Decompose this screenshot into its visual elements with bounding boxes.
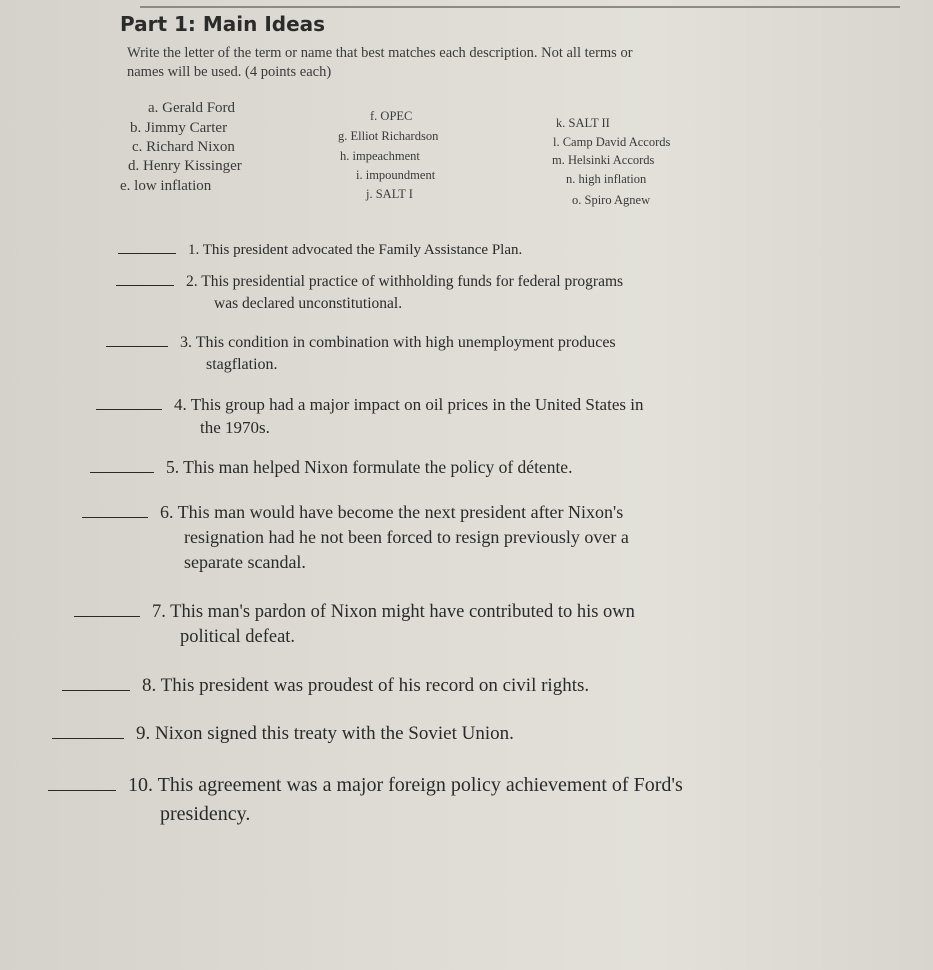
question-4-text: 4. This group had a major impact on oil prices in the United States in: [174, 395, 644, 414]
answer-blank-6[interactable]: [82, 517, 148, 518]
question-4-line-2: the 1970s.: [200, 418, 270, 437]
answer-blank-8[interactable]: [62, 690, 130, 691]
term-c: c. Richard Nixon: [132, 139, 235, 155]
question-10-line-2: presidency.: [160, 803, 251, 825]
instructions-line-1: Write the letter of the term or name that best matches each description. Not all terms or: [127, 45, 633, 61]
term-b: b. Jimmy Carter: [130, 120, 228, 136]
question-10-text: 10. This agreement was a major foreign policy achievement of Ford's: [128, 774, 683, 796]
question-3-text: 3. This condition in combination with high unemployment produces: [180, 334, 616, 351]
term-f: f. OPEC: [370, 109, 413, 123]
answer-blank-7[interactable]: [74, 616, 140, 617]
answer-blank-3[interactable]: [106, 346, 168, 347]
term-e: e. low inflation: [120, 178, 212, 194]
question-6-text: 6. This man would have become the next president after Nixon's: [160, 502, 624, 522]
question-6: [82, 502, 623, 523]
question-8: [62, 675, 589, 697]
top-rule: [140, 6, 900, 8]
question-4: [96, 395, 643, 415]
term-a: a. Gerald Ford: [148, 100, 236, 116]
term-i: i. impoundment: [356, 168, 436, 182]
question-7-line-2: political defeat.: [180, 627, 296, 647]
question-9-text: 9. Nixon signed this treaty with the Soviet Union.: [136, 723, 514, 744]
question-2-line-2: was declared unconstitutional.: [214, 295, 403, 312]
answer-blank-9[interactable]: [52, 738, 124, 739]
answer-blank-2[interactable]: [116, 285, 174, 286]
answer-blank-4[interactable]: [96, 409, 162, 410]
term-j: j. SALT I: [366, 187, 413, 201]
term-g: g. Elliot Richardson: [338, 129, 439, 143]
question-6-line-3: separate scandal.: [184, 552, 306, 572]
term-l: l. Camp David Accords: [553, 135, 671, 149]
question-8-text: 8. This president was proudest of his record on civil rights.: [142, 675, 590, 696]
term-o: o. Spiro Agnew: [572, 193, 651, 207]
question-5: [90, 457, 572, 478]
question-1-text: 1. This president advocated the Family Assistance Plan.: [188, 242, 523, 258]
answer-blank-5[interactable]: [90, 472, 154, 473]
question-7-text: 7. This man's pardon of Nixon might have contributed to his own: [152, 602, 635, 622]
section-title: Part 1: Main Ideas: [120, 12, 326, 36]
question-2-text: 2. This presidential practice of withholding funds for federal programs: [186, 273, 624, 290]
term-n: n. high inflation: [566, 172, 647, 186]
question-7: [74, 602, 635, 623]
question-2: [116, 273, 623, 291]
term-d: d. Henry Kissinger: [128, 158, 242, 174]
answer-blank-1[interactable]: [118, 253, 176, 254]
term-h: h. impeachment: [340, 149, 420, 163]
term-m: m. Helsinki Accords: [552, 153, 655, 167]
answer-blank-10[interactable]: [48, 790, 116, 791]
question-3: [106, 334, 616, 352]
instructions: [127, 44, 827, 82]
question-5-text: 5. This man helped Nixon formulate the policy of détente.: [166, 457, 573, 477]
question-9: [52, 723, 514, 745]
question-10: [48, 774, 683, 797]
question-6-line-2: resignation had he not been forced to resign previously over a: [184, 527, 629, 547]
question-3-line-2: stagflation.: [206, 356, 278, 373]
question-1: [118, 242, 522, 259]
instructions-line-2: names will be used. (4 points each): [127, 64, 332, 80]
term-k: k. SALT II: [556, 116, 610, 130]
